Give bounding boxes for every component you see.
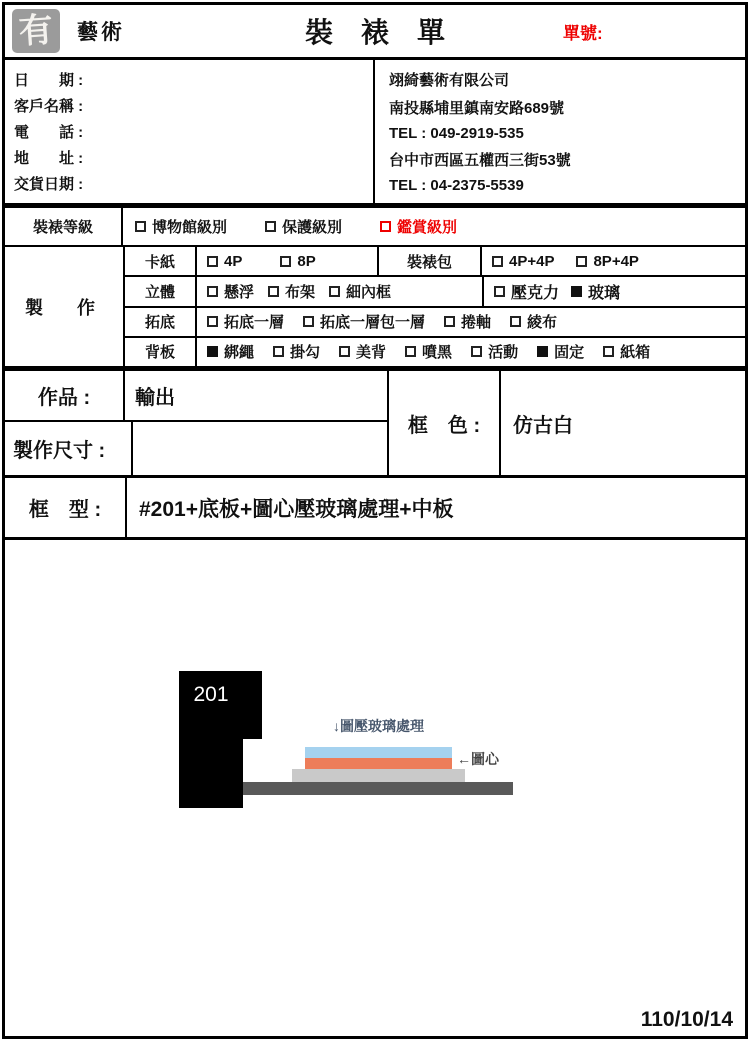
checkbox-unchecked[interactable] (471, 346, 482, 357)
checkbox-option[interactable] (510, 311, 557, 332)
checkbox-unchecked[interactable] (380, 221, 391, 232)
checkbox-unchecked[interactable] (135, 221, 146, 232)
header (5, 5, 745, 60)
company-info-line: TEL : 049-2919-535 (389, 124, 524, 142)
company-info-line: 翊綺藝術有限公司 (389, 72, 510, 90)
checkbox-label: 拓底一層包一層 (320, 314, 426, 332)
checkbox-label: 博物館級別 (152, 219, 228, 236)
checkbox-label: 活動 (488, 344, 519, 362)
checkbox-option[interactable] (273, 341, 320, 362)
checkbox-label: 噴黑 (422, 344, 453, 362)
form-date: 110/10/14 (640, 1008, 733, 1031)
artwork-value[interactable]: 輸出 (135, 387, 175, 409)
frame-color-value[interactable]: 仿古白 (513, 414, 573, 437)
checkbox-option[interactable] (405, 341, 452, 362)
checkbox-option[interactable] (603, 341, 650, 362)
size-row (5, 422, 387, 475)
cardboard-options (197, 247, 379, 275)
checkbox-label: 捲軸 (461, 314, 492, 332)
checkbox-label: 掛勾 (290, 344, 321, 362)
backboard-options (197, 338, 745, 366)
field-label: 日 期 : (14, 71, 84, 89)
checkbox-option[interactable] (207, 311, 284, 332)
row-cardboard (125, 247, 745, 275)
checkbox-option[interactable] (471, 341, 518, 362)
checkbox-label: 鑑賞級別 (397, 219, 458, 236)
production-rows (125, 247, 745, 366)
field-label: 地 址 : (14, 150, 84, 168)
checkbox-option[interactable] (265, 216, 342, 237)
frame-profile-number: 201 (193, 683, 229, 706)
checkbox-label: 4P+4P (509, 252, 555, 270)
logo-text: 藝術 (77, 21, 125, 44)
artwork-section (5, 371, 745, 478)
checkbox-option[interactable] (576, 253, 638, 270)
row-backing (125, 306, 745, 336)
checkbox-label: 布架 (285, 283, 316, 301)
frame-profile-lip (243, 671, 262, 739)
field-label: 客戶名稱 : (14, 97, 84, 115)
checkbox-checked[interactable] (571, 286, 582, 297)
checkbox-option[interactable] (135, 216, 227, 237)
company-info-line: 台中市西區五權西三街53號 (389, 151, 571, 169)
checkbox-unchecked[interactable] (576, 256, 587, 267)
checkbox-unchecked[interactable] (329, 286, 340, 297)
size-label: 製作尺寸 : (5, 422, 133, 475)
company-info-line: TEL : 04-2375-5539 (389, 176, 524, 194)
checkbox-option[interactable] (380, 216, 457, 237)
production-table (5, 247, 745, 371)
frame-type-label: 框 型 : (5, 478, 127, 537)
backboard-label: 背板 (125, 338, 197, 366)
checkbox-unchecked[interactable] (268, 286, 279, 297)
row-backboard (125, 336, 745, 366)
checkbox-unchecked[interactable] (405, 346, 416, 357)
checkbox-label: 8P (297, 252, 316, 270)
production-label: 製 作 (5, 247, 125, 366)
cardboard-label: 卡紙 (125, 247, 197, 275)
checkbox-option[interactable] (207, 281, 254, 302)
checkbox-label: 美背 (356, 344, 387, 362)
checkbox-option[interactable] (537, 341, 584, 362)
checkbox-option[interactable] (494, 280, 559, 303)
checkbox-checked[interactable] (537, 346, 548, 357)
order-number-label: 單號: (563, 23, 603, 43)
customer-fields[interactable] (5, 60, 375, 203)
solid-options-2 (484, 277, 745, 305)
checkbox-label: 8P+4P (593, 252, 639, 270)
field-label: 交貨日期 : (14, 176, 84, 194)
checkbox-option[interactable] (492, 253, 554, 270)
checkbox-option[interactable] (207, 253, 242, 270)
checkbox-label: 綁繩 (224, 344, 255, 362)
grade-label: 裝裱等級 (5, 208, 123, 245)
checkbox-unchecked[interactable] (494, 286, 505, 297)
checkbox-option[interactable] (268, 281, 315, 302)
checkbox-label: 懸浮 (224, 283, 255, 301)
company-info (375, 60, 745, 203)
checkbox-option[interactable] (339, 341, 386, 362)
checkbox-unchecked[interactable] (492, 256, 503, 267)
frame-type-value[interactable]: #201+底板+圖心壓玻璃處理+中板 (139, 497, 454, 521)
base-board-layer (243, 782, 513, 795)
artwork-left (5, 371, 389, 475)
checkbox-label: 保護級別 (282, 219, 343, 236)
glass-layer (305, 747, 452, 758)
seal-character: 有 (17, 9, 55, 53)
row-solid (125, 275, 745, 305)
company-info-line: 南投縣埔里鎮南安路689號 (389, 100, 565, 118)
checkbox-unchecked[interactable] (207, 256, 218, 267)
info-section (5, 60, 745, 208)
frame-type-row (5, 478, 745, 540)
checkbox-unchecked[interactable] (339, 346, 350, 357)
mount-pack-options (482, 247, 745, 275)
field-label: 電 話 : (14, 123, 84, 141)
checkbox-unchecked[interactable] (444, 316, 455, 327)
checkbox-unchecked[interactable] (273, 346, 284, 357)
checkbox-unchecked[interactable] (603, 346, 614, 357)
frame-color-label: 框 色 : (389, 371, 501, 475)
mount-pack-label: 裝裱包 (379, 247, 482, 275)
artwork-layer (305, 758, 452, 769)
solid-options (197, 277, 484, 305)
artwork-row (5, 371, 387, 422)
checkbox-label: 4P (224, 252, 243, 270)
checkbox-label: 細內框 (346, 283, 392, 301)
checkbox-unchecked[interactable] (207, 286, 218, 297)
artwork-center-annotation: ←圖心 (457, 751, 499, 767)
checkbox-unchecked[interactable] (207, 316, 218, 327)
grade-options (123, 208, 745, 245)
checkbox-label: 固定 (554, 344, 585, 362)
artwork-label: 作品 : (5, 371, 125, 420)
size-value[interactable] (133, 422, 387, 475)
checkbox-option[interactable] (207, 341, 254, 362)
glass-press-annotation: ↓圖壓玻璃處理 (333, 718, 424, 734)
form-title: 裝 裱 單 (304, 17, 445, 48)
checkbox-option[interactable] (303, 311, 425, 332)
checkbox-option[interactable] (329, 281, 391, 302)
checkbox-label: 壓克力 (511, 284, 560, 302)
checkbox-unchecked[interactable] (303, 316, 314, 327)
checkbox-label: 綾布 (527, 314, 558, 332)
checkbox-label: 拓底一層 (224, 314, 285, 332)
checkbox-label: 玻璃 (588, 284, 621, 302)
checkbox-label: 紙箱 (620, 344, 651, 362)
grade-row (5, 208, 745, 247)
checkbox-option[interactable] (444, 311, 491, 332)
checkbox-unchecked[interactable] (280, 256, 291, 267)
middle-board-layer (292, 769, 465, 782)
solid-label: 立體 (125, 277, 197, 305)
checkbox-unchecked[interactable] (510, 316, 521, 327)
frame-cross-section-diagram (5, 540, 745, 1036)
backing-options (197, 308, 745, 336)
checkbox-option[interactable] (571, 280, 620, 303)
checkbox-unchecked[interactable] (265, 221, 276, 232)
checkbox-checked[interactable] (207, 346, 218, 357)
checkbox-option[interactable] (280, 253, 315, 270)
backing-label: 拓底 (125, 308, 197, 336)
